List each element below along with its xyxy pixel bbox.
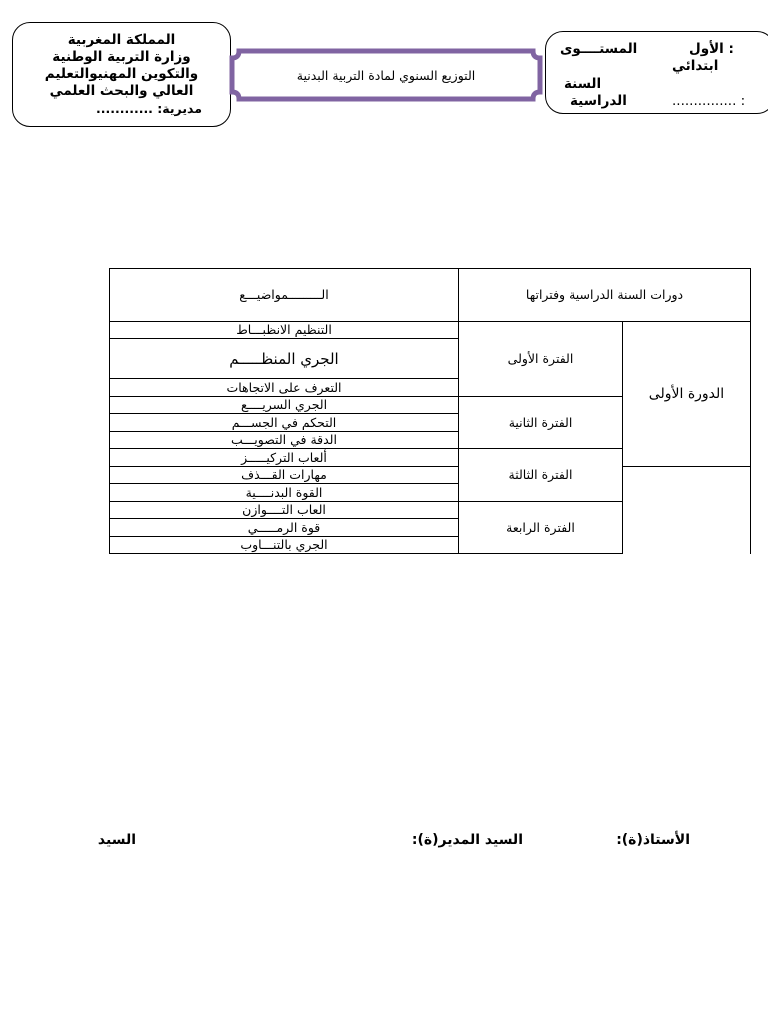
- topic-cell: الدقة في التصويـــب: [110, 432, 459, 449]
- cycles-header: دورات السنة الدراسية وفتراتها: [459, 269, 751, 322]
- topic-cell: التنظيم الانظبـــاط: [110, 322, 459, 339]
- topic-cell: الجري بالتنـــاوب: [110, 537, 459, 554]
- table-row: [110, 519, 751, 537]
- level-info-box: [545, 31, 768, 114]
- document-title-frame: [229, 48, 543, 102]
- period-cell: الفترة الثالثة: [459, 449, 623, 502]
- administration-header: [12, 22, 231, 127]
- director-signature-label: السيد المدير(ة):: [411, 832, 523, 848]
- topic-cell: التعرف على الاتجاهات: [110, 379, 459, 397]
- school-year-label: السنة: [564, 76, 602, 92]
- document-title: التوزيع السنوي لمادة التربية البدنية: [296, 67, 476, 83]
- level-value: : الأول: [689, 41, 734, 57]
- period-cell: الفترة الثانية: [459, 397, 623, 449]
- inspector-signature-label: السيد: [97, 832, 136, 848]
- level-label: المستــــوى: [560, 41, 638, 57]
- directorate-field: مديرية: ............: [95, 101, 202, 116]
- topic-cell: القوة البدنــــية: [110, 484, 459, 502]
- school-year-value: : ...............: [672, 93, 746, 109]
- topics-header: الـــــــــمواضيـــع: [110, 269, 459, 322]
- topic-cell: الجري المنظـــــم: [110, 339, 459, 379]
- cycle-cell: الدورة الأولى: [623, 322, 751, 467]
- topic-cell: قوة الرمـــــي: [110, 519, 459, 537]
- table-row: [110, 322, 751, 339]
- table-row: [110, 502, 751, 519]
- ministry-name-line1: وزارة التربية الوطنية: [52, 49, 191, 65]
- school-year-label-line2: الدراسية: [570, 93, 627, 109]
- topic-cell: الجري السريــــع: [110, 397, 459, 414]
- topic-cell: العاب التــــوازن: [110, 502, 459, 519]
- period-cell: الفترة الأولى: [459, 322, 623, 397]
- period-cell: الفترة الرابعة: [459, 502, 623, 554]
- topic-cell: مهارات القـــذف: [110, 467, 459, 484]
- ministry-name-line2: والتكوين المهنيوالتعليم: [44, 66, 199, 82]
- teacher-signature-label: الأستاذ(ة):: [616, 832, 690, 848]
- table-row: [110, 467, 751, 484]
- table-row: [110, 484, 751, 502]
- level-value-line2: ابتدائي: [672, 58, 719, 74]
- topic-cell: التحكم في الجســـم: [110, 414, 459, 432]
- ministry-name-line3: العالي والبحث العلمي: [49, 83, 194, 99]
- topic-cell: ألعاب التركيـــــز: [110, 449, 459, 467]
- kingdom-name: المملكة المغربية: [67, 32, 176, 48]
- table-header-row: [110, 269, 751, 322]
- table-row: [110, 537, 751, 554]
- annual-distribution-table: [109, 268, 751, 554]
